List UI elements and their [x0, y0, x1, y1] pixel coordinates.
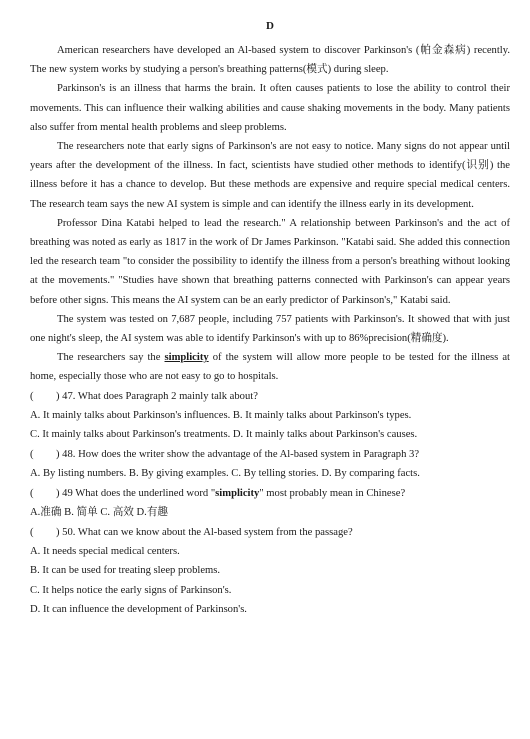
question-49-keyword: simplicity — [215, 487, 260, 499]
question-47 — [30, 387, 510, 406]
question-50-option-d: D. It can influence the development of Parkinson's. — [30, 604, 247, 616]
question-49-text-lead: ) 49 What does the underlined word " — [56, 487, 216, 499]
question-48-text: ) 48. How does the writer show the advantage of the Al-based system in Paragraph 3? — [56, 448, 420, 460]
question-47-options-ab: A. It mainly talks about Parkinson's influences. B. It mainly talks about Parkinson's types. — [30, 410, 412, 422]
paragraph-5: The system was tested on 7,687 people, including 757 patients with Parkinson's. It showed that with just one night's sleep, the AI system was able to identify Parkinson's with up to 86%precision(精确度). — [30, 313, 510, 345]
section-title: D — [266, 20, 274, 32]
question-50-text: ) 50. What can we know about the Al-based system from the passage? — [56, 526, 353, 538]
paragraph-2: Parkinson's is an illness that harms the brain. It often causes patients to lose the ability to control their movements. This can influence their walking abilities and cause shaking movements in the body. Many patients also suffer from mental health problems and sleep problems. — [30, 83, 510, 133]
question-49-text-rest: " most probably mean in Chinese? — [259, 487, 406, 499]
question-47-text: ) 47. What does Paragraph 2 mainly talk about? — [56, 390, 258, 402]
question-49-options: A.准确 B. 简单 C. 高效 D.有趣 — [30, 507, 169, 519]
underlined-keyword: simplicity — [164, 352, 209, 364]
question-47-options-cd: C. It mainly talks about Parkinson's treatments. D. It mainly talks about Parkinson's causes. — [30, 429, 418, 441]
paragraph-4: Professor Dina Katabi helped to lead the research." A relationship between Parkinson's and the act of breathing was noted as early as 1817 in the work of Dr James Parkinson. "Katabi said. She added this connection led the research team "to consider the possibility to identify the illness from a person's breathing without looking at the movements." "Studies have shown that breathing patterns connected with Parkinson's can appear years before other signs. This means the AI system can be an early predictor of Parkinson's," Katabi said. — [30, 217, 510, 306]
question-48 — [30, 445, 510, 464]
question-50 — [30, 523, 510, 542]
paragraph-6-rest: of the system will allow more people to be tested for the illness at home, especially those who are not easy to go to hospitals. — [30, 352, 511, 383]
answer-blank-50: ( — [30, 526, 34, 538]
answer-blank-47: ( — [30, 390, 34, 402]
answer-blank-49: ( — [30, 487, 34, 499]
paragraph-6-lead: The researchers say the — [57, 352, 161, 364]
question-49 — [30, 484, 510, 503]
paragraph-1: American researchers have developed an Al-based system to discover Parkinson's (帕金森病) recently. The new system works by studying a person's breathing patterns(模式) during sleep. — [30, 45, 510, 76]
question-50-option-b: B. It can be used for treating sleep problems. — [30, 565, 221, 577]
question-50-option-c: C. It helps notice the early signs of Parkinson's. — [30, 584, 232, 596]
paragraph-3: The researchers note that early signs of Parkinson's are not easy to notice. Many signs do not appear until years after the development of the illness. In fact, scientists have studied other methods to identify(识别) the illness before it has a chance to develop. But these methods are expensive and require special medical centers. The research team says the new AI system is simple and can identify the illness early in its development. — [30, 141, 510, 210]
question-48-options: A. By listing numbers. B. By giving examples. C. By telling stories. D. By comparing facts. — [30, 468, 420, 480]
question-50-option-a: A. It needs special medical centers. — [30, 545, 180, 557]
paragraph-6 — [30, 348, 510, 386]
answer-blank-48: ( — [30, 448, 34, 460]
